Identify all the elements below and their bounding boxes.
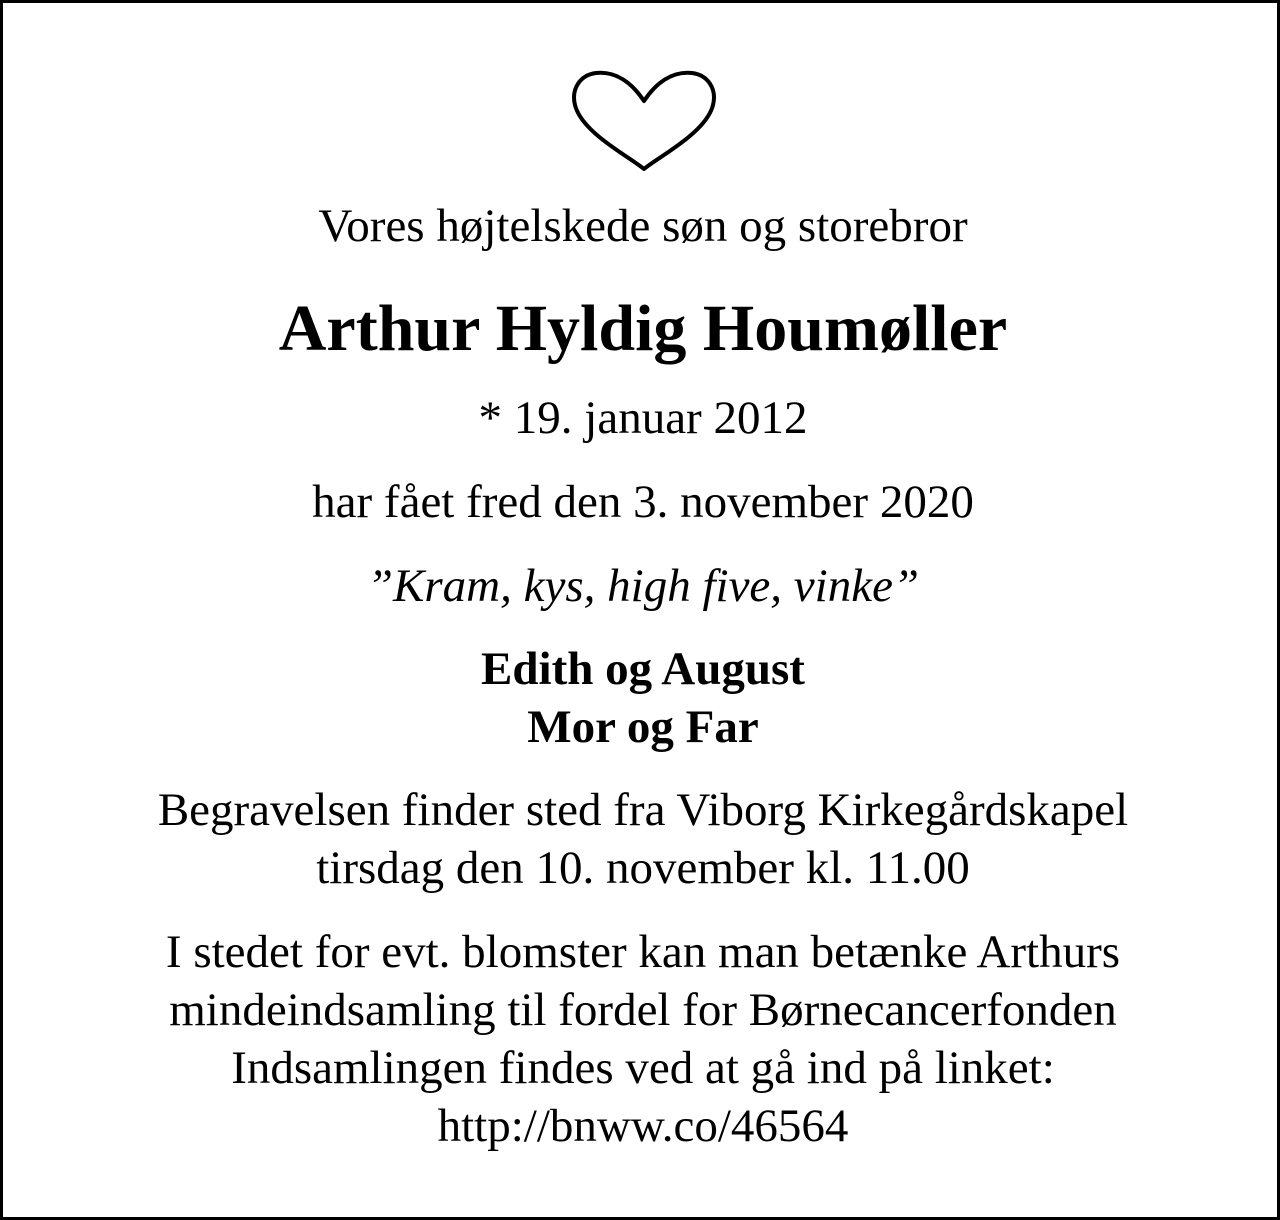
intro-text: Vores højtelskede søn og storebror [318,200,968,252]
birth-date: * 19. januar 2012 [478,392,808,444]
heart-outline-icon [570,69,718,173]
funeral-info-line: tirsdag den 10. november kl. 11.00 [316,842,970,894]
funeral-info-line: Begravelsen finder sted fra Viborg Kirkegårdskapel [157,784,1129,836]
memorial-info-line: I stedet for evt. blomster kan man betænke Arthurs [165,926,1121,978]
death-date: har fået fred den 3. november 2020 [312,476,974,528]
memorial-info-line: mindeindsamling til fordel for Børnecancerfonden [169,984,1117,1036]
deceased-name: Arthur Hyldig Houmøller [278,292,1008,365]
signature-line: Edith og August [481,643,805,695]
memorial-info-line: Indsamlingen findes ved at gå ind på linket: [231,1042,1055,1094]
signature-line: Mor og Far [527,701,759,753]
memorial-quote: ”Kram, kys, high five, vinke” [366,560,920,612]
donation-link: http://bnww.co/46564 [437,1100,849,1152]
